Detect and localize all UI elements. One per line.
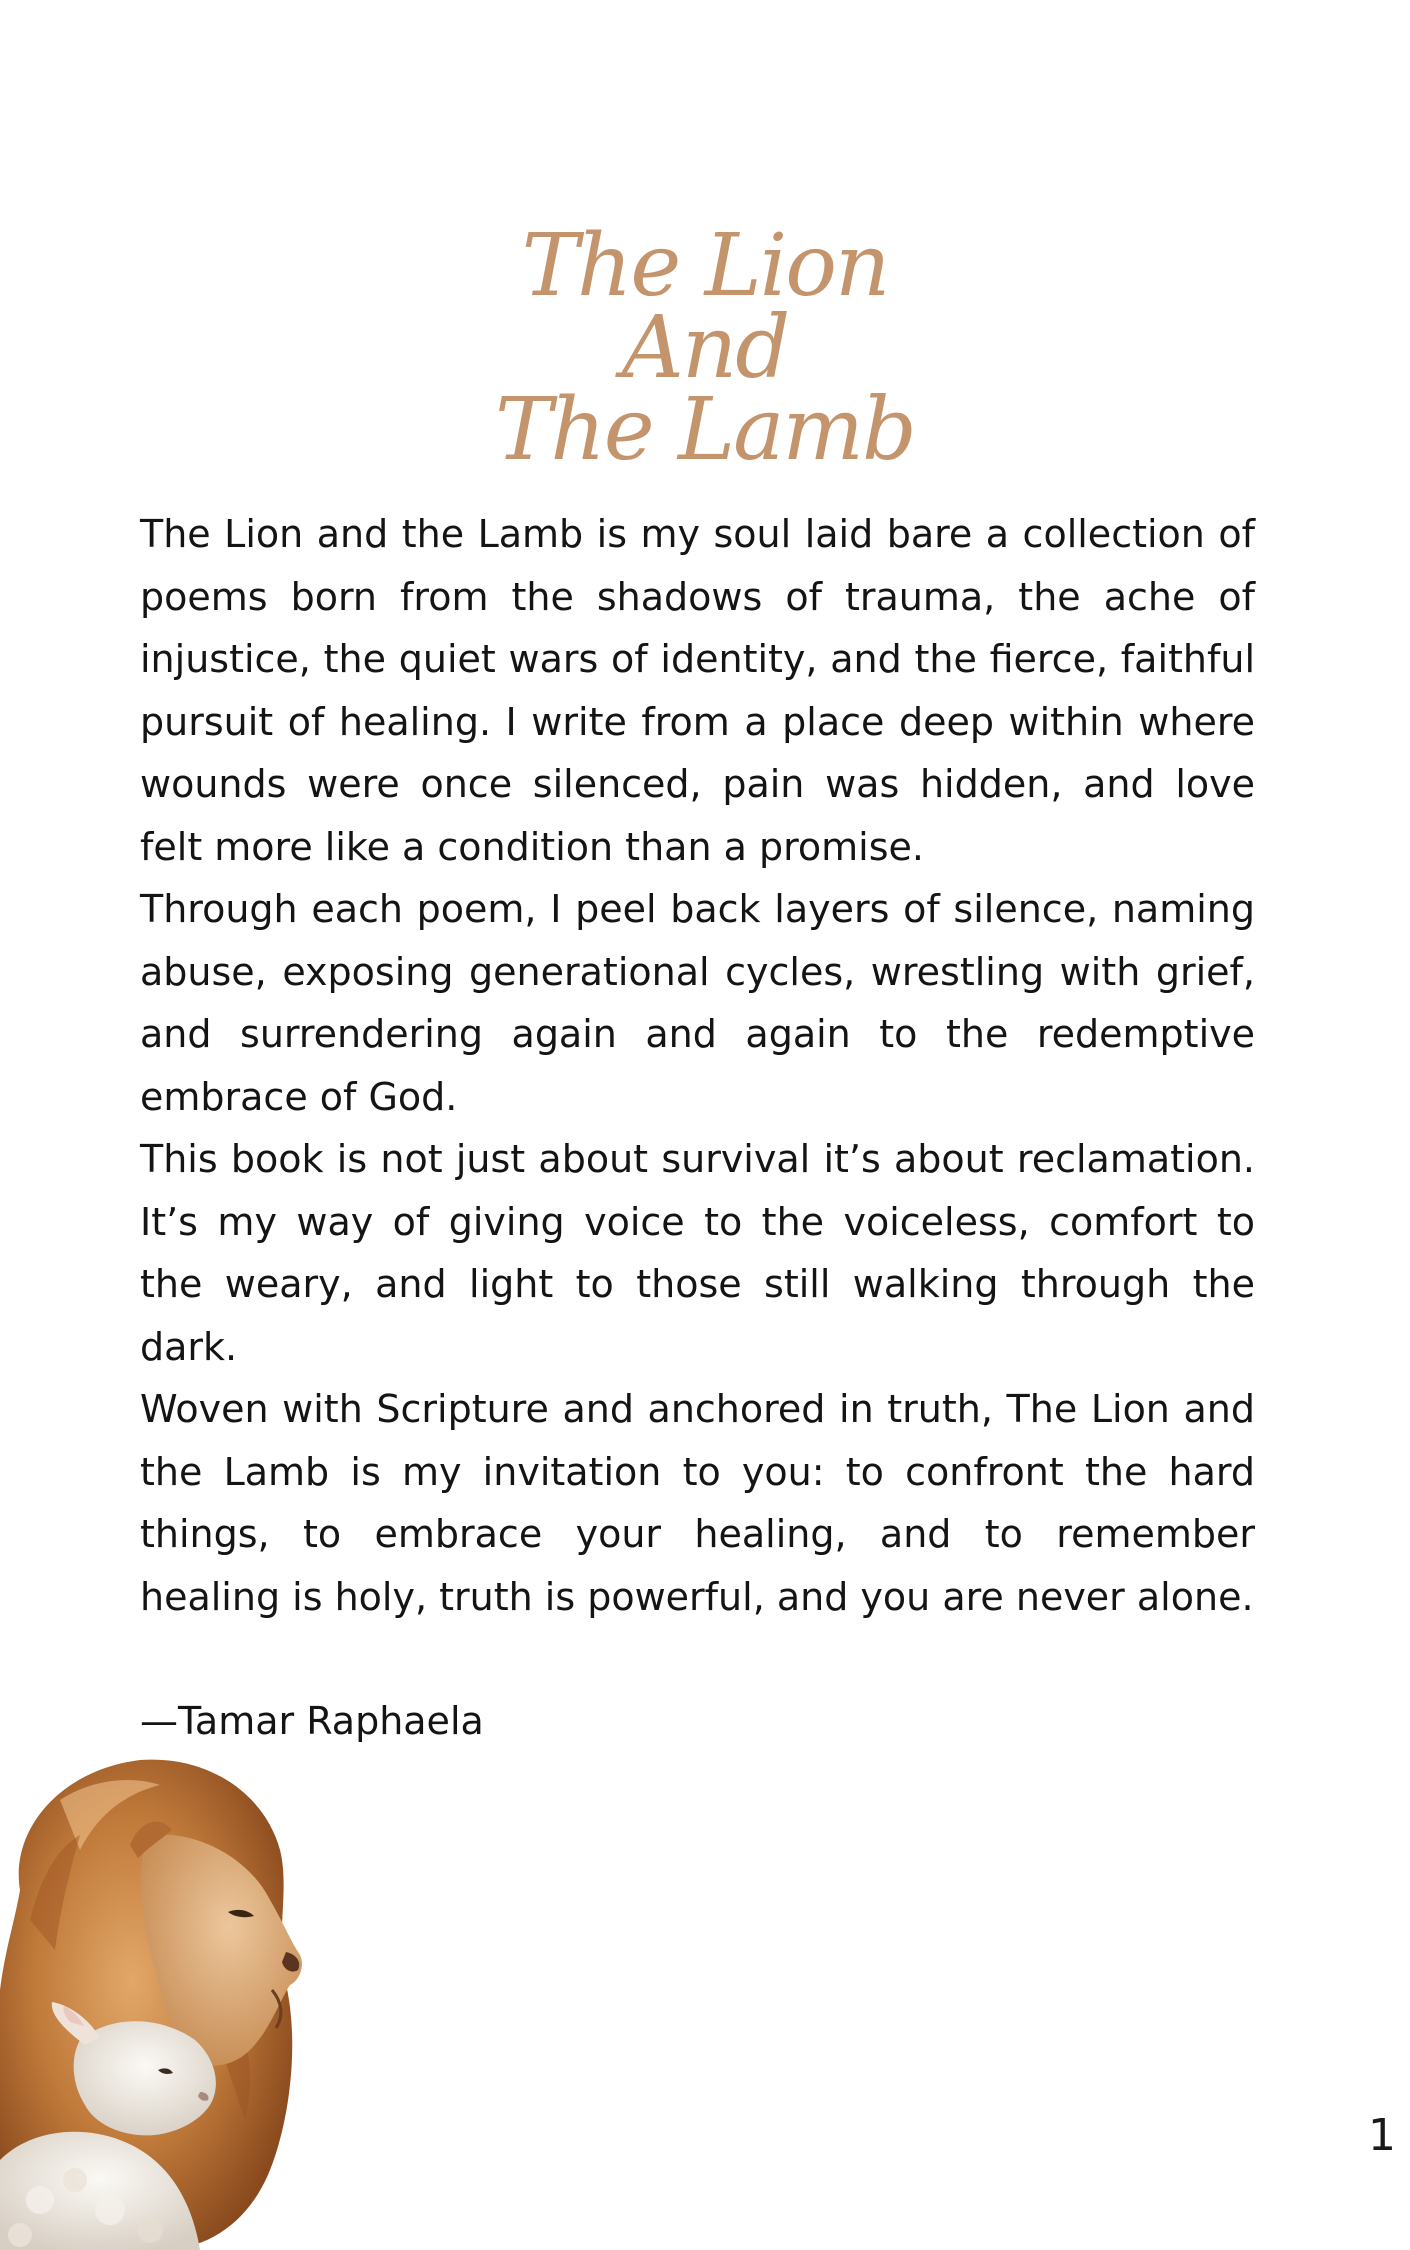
paragraph-4: Woven with Scripture and anchored in truth, The Lion and the Lamb is my invitation to you: to confront the hard things, to embrace your healing, and to remember healing is holy, truth is powerful, and you are never alone. [140, 1387, 1255, 1619]
body-text [140, 503, 1255, 1628]
page-number: 1 [1368, 2110, 1396, 2161]
paragraph-1: The Lion and the Lamb is my soul laid bare a collection of poems born from the shadows of trauma, the ache of injustice, the quiet wars of identity, and the fierce, faithful pursuit of healing. I write from a place deep within where wounds were once silenced, pain was hidden, and love felt more like a condition than a promise. [140, 512, 1255, 869]
book-title [0, 216, 1410, 480]
lion-and-lamb-illustration [0, 1740, 360, 2250]
book-title-line-1: The Lion [521, 216, 889, 316]
paragraph-2: Through each poem, I peel back layers of silence, naming abuse, exposing generational cycles, wrestling with grief, and surrendering again and again to the redemptive embrace of God. [140, 887, 1255, 1119]
paragraph-3: This book is not just about survival it’s about reclamation. It’s my way of giving voice to the voiceless, comfort to the weary, and light to those still walking through the dark. [140, 1137, 1255, 1369]
book-title-line-2: And [621, 298, 789, 398]
author-signature: —Tamar Raphaela [140, 1699, 484, 1743]
book-title-line-3: The Lamb [495, 380, 915, 480]
